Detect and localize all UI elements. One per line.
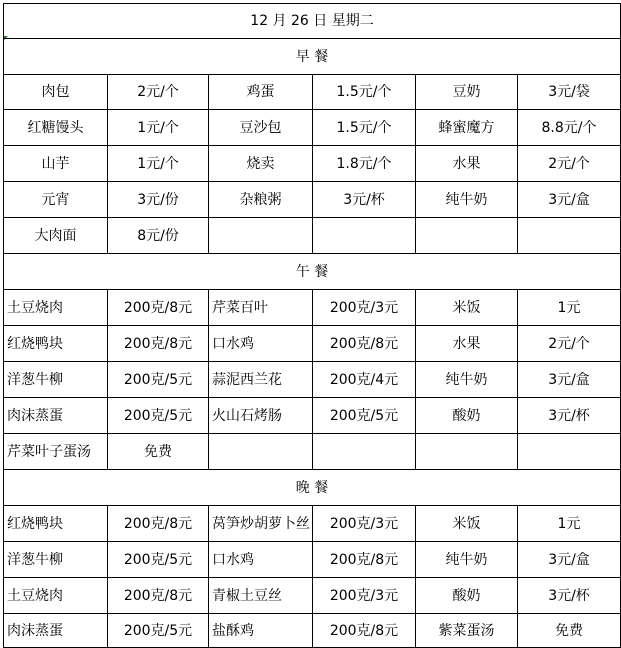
lunch-price-cell: 3元/盒 — [548, 371, 590, 388]
lunch-dish-cell: 蒜泥西兰花 — [212, 371, 282, 388]
breakfast-price-cell: 1.5元/个 — [336, 84, 392, 100]
lunch-price-cell: 3元/杯 — [548, 407, 590, 424]
dinner-price-cell: 200克/8元 — [329, 623, 399, 639]
breakfast-dish-cell: 纯牛奶 — [445, 191, 488, 208]
lunch-price-cell — [313, 434, 415, 469]
breakfast-price-cell: 3元/杯 — [343, 191, 385, 208]
breakfast-dish-cell: 蜂蜜魔方 — [438, 119, 495, 136]
section-title-dinner: 晚 餐 — [295, 479, 329, 496]
breakfast-dish-cell: 杂粮粥 — [239, 191, 282, 208]
breakfast-dish-cell: 红糖馒头 — [27, 119, 84, 136]
dinner-price-cell: 200克/3元 — [329, 587, 399, 604]
lunch-price-cell: 1元 — [557, 299, 581, 316]
dinner-price-cell: 200克/5元 — [123, 623, 193, 639]
breakfast-price-cell: 8.8元/个 — [541, 119, 597, 136]
lunch-price-cell: 200克/5元 — [123, 371, 193, 388]
lunch-price-cell: 200克/8元 — [123, 299, 193, 316]
lunch-price-cell: 2元/个 — [548, 335, 590, 352]
dinner-price-cell: 200克/3元 — [329, 515, 399, 532]
dinner-dish-cell: 红烧鸭块 — [7, 515, 63, 532]
lunch-price-cell: 200克/5元 — [123, 407, 193, 424]
lunch-dish-cell: 酸奶 — [452, 407, 481, 424]
lunch-price-cell: 200克/8元 — [329, 335, 399, 352]
breakfast-dish-cell — [416, 218, 517, 253]
breakfast-dish-cell: 豆奶 — [452, 84, 481, 100]
breakfast-price-cell: 1.8元/个 — [336, 155, 392, 172]
lunch-price-cell: 免费 — [144, 443, 172, 460]
lunch-dish-cell: 火山石烤肠 — [212, 407, 282, 424]
lunch-price-cell: 200克/8元 — [123, 335, 193, 352]
lunch-price-cell: 200克/3元 — [329, 299, 399, 316]
lunch-dish-cell: 水果 — [452, 335, 481, 352]
lunch-price-cell: 200克/5元 — [329, 407, 399, 424]
dinner-dish-cell: 土豆烧肉 — [7, 587, 63, 604]
breakfast-dish-cell — [209, 218, 312, 253]
dinner-dish-cell: 米饭 — [452, 515, 481, 532]
breakfast-dish-cell: 豆沙包 — [239, 119, 282, 136]
breakfast-dish-cell: 大肉面 — [34, 227, 77, 244]
dinner-price-cell: 免费 — [555, 623, 583, 639]
lunch-dish-cell: 洋葱牛柳 — [7, 371, 63, 388]
breakfast-price-cell: 8元/份 — [137, 227, 179, 244]
lunch-dish-cell: 纯牛奶 — [445, 371, 488, 388]
breakfast-dish-cell: 元宵 — [41, 191, 70, 208]
dinner-dish-cell: 莴笋炒胡萝卜丝 — [212, 515, 310, 532]
dinner-price-cell: 3元/盒 — [548, 551, 590, 568]
dinner-dish-cell: 盐酥鸡 — [212, 623, 254, 639]
lunch-dish-cell: 口水鸡 — [212, 335, 254, 352]
breakfast-price-cell — [313, 218, 415, 253]
dinner-dish-cell: 酸奶 — [452, 587, 481, 604]
lunch-dish-cell: 肉沫蒸蛋 — [7, 407, 63, 424]
dinner-price-cell: 200克/8元 — [123, 515, 193, 532]
dinner-price-cell: 1元 — [557, 515, 581, 532]
lunch-dish-cell: 土豆烧肉 — [7, 299, 63, 316]
dinner-price-cell: 3元/杯 — [548, 587, 590, 604]
breakfast-dish-cell: 山芋 — [41, 155, 70, 172]
lunch-dish-cell: 米饭 — [452, 299, 481, 316]
lunch-dish-cell: 芹菜叶子蛋汤 — [7, 443, 91, 460]
breakfast-price-cell: 2元/个 — [137, 84, 179, 100]
breakfast-price-cell — [518, 218, 620, 253]
dinner-dish-cell: 肉沫蒸蛋 — [7, 623, 63, 639]
breakfast-price-cell: 1元/个 — [137, 119, 179, 136]
dinner-dish-cell: 纯牛奶 — [445, 551, 488, 568]
lunch-price-cell: 200克/4元 — [329, 371, 399, 388]
lunch-dish-cell — [209, 434, 312, 469]
section-title-breakfast: 早 餐 — [295, 48, 329, 65]
dinner-price-cell: 200克/5元 — [123, 551, 193, 568]
breakfast-dish-cell: 肉包 — [41, 84, 70, 100]
breakfast-price-cell: 3元/份 — [137, 191, 179, 208]
lunch-price-cell — [518, 434, 620, 469]
breakfast-price-cell: 2元/个 — [548, 155, 590, 172]
breakfast-dish-cell: 鸡蛋 — [246, 84, 275, 100]
breakfast-dish-cell: 水果 — [452, 155, 481, 172]
lunch-dish-cell: 红烧鸭块 — [7, 335, 63, 352]
date-title: 12 月 26 日 星期二 — [250, 13, 374, 29]
breakfast-dish-cell: 烧卖 — [246, 155, 275, 172]
dinner-price-cell: 200克/8元 — [123, 587, 193, 604]
dinner-price-cell: 200克/8元 — [329, 551, 399, 568]
section-title-lunch: 午 餐 — [295, 263, 329, 280]
breakfast-price-cell: 1.5元/个 — [336, 119, 392, 136]
breakfast-price-cell: 3元/袋 — [548, 84, 590, 100]
dinner-dish-cell: 紫菜蛋汤 — [438, 623, 495, 639]
dinner-dish-cell: 洋葱牛柳 — [7, 551, 63, 568]
dinner-dish-cell: 青椒土豆丝 — [212, 587, 282, 604]
lunch-dish-cell: 芹菜百叶 — [212, 299, 268, 316]
lunch-dish-cell — [416, 434, 517, 469]
dinner-dish-cell: 口水鸡 — [212, 551, 254, 568]
breakfast-price-cell: 1元/个 — [137, 155, 179, 172]
breakfast-price-cell: 3元/盒 — [548, 191, 590, 208]
